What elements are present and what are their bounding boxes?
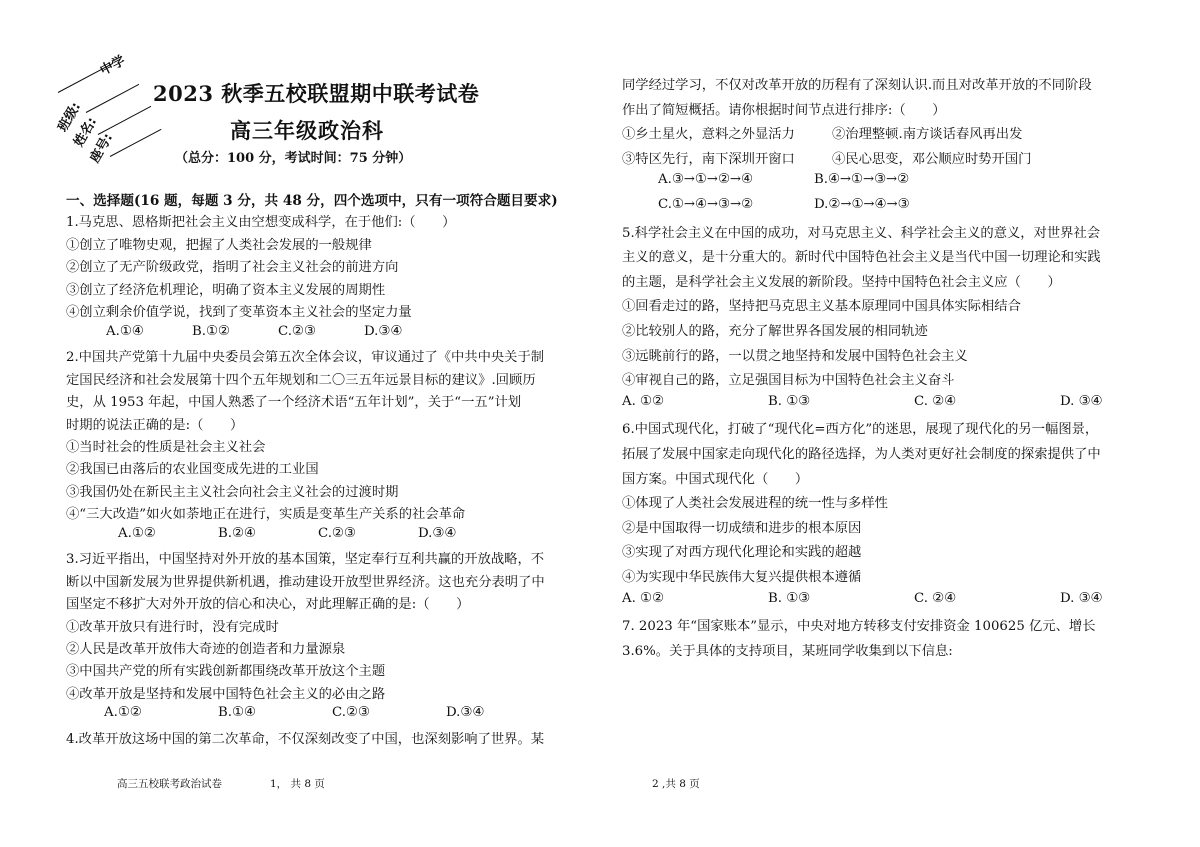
statement: ③特区先行，南下深圳开窗口 (622, 151, 795, 167)
exam-subtitle: 高三年级政治科 (230, 118, 384, 143)
question-line: 7. 2023 年“国家账本”显示，中央对地方转移支付安排资金 100625 亿元、增长 (622, 619, 1096, 635)
question-line: ④创立剩余价值学说，找到了变革资本主义社会的坚定力量 (66, 305, 412, 321)
question-line: 时期的说法正确的是:（ ） (66, 417, 244, 433)
question-line: ④审视自己的路，立足强国目标为中国特色社会主义奋斗 (622, 373, 955, 389)
seat-line (110, 129, 162, 157)
statement-pair (622, 148, 1031, 167)
class-label: 班级: (55, 99, 85, 135)
question-line: ③创立了经济危机理论，明确了资本主义发展的周期性 (66, 282, 386, 298)
seat-label: 座号: (87, 130, 117, 166)
answer-option: A.①② (118, 525, 156, 541)
answer-option: C.①→④→③→② (658, 197, 754, 212)
answer-option: A.③→①→②→④ (658, 172, 753, 188)
answer-options (658, 172, 970, 187)
question-line: ②比较别人的路，充分了解世界各国发展的相同轨迹 (622, 324, 928, 339)
question-line: ①当时社会的性质是社会主义社会 (66, 439, 266, 455)
statement: ②治理整顿.南方谈话春风再出发 (832, 127, 1023, 143)
answer-option: A.①④ (106, 323, 144, 339)
name-line (98, 106, 151, 135)
question-line: 拓展了发展中国家走向现代化的路径选择，为人类对更好社会制度的探索提供了中 (622, 447, 1101, 462)
answer-option: D.③④ (418, 525, 457, 541)
question-line: 3.习近平指出，中国坚持对外开放的基本国策，坚定奉行互利共赢的开放战略，不 (66, 552, 545, 568)
statement: ④民心思变，邓公顺应时势开国门 (832, 151, 1032, 167)
answer-option: C. ②④ (914, 393, 956, 409)
answer-option: C.②③ (318, 525, 356, 541)
answer-options (106, 324, 450, 339)
answer-option: C.②③ (278, 323, 316, 339)
question-line: ④为实现中华民族伟大复兴提供根本遵循 (622, 570, 862, 585)
question-line: ④“三大改造”如火如荼地正在进行，实质是变革生产关系的社会革命 (66, 507, 466, 523)
question-line: 2.中国共产党第十九届中央委员会第五次全体会议，审议通过了《中共中央关于制 (66, 350, 545, 366)
question-line: 1.马克思、恩格斯把社会主义由空想变成科学，在于他们:（ ） (66, 215, 456, 231)
answer-options (658, 197, 970, 212)
answer-option: B.④→①→③→② (814, 172, 910, 188)
question-line: 5.科学社会主义在中国的成功，对马克思主义、科学社会主义的意义，对世界社会 (622, 225, 1101, 241)
answer-option: D.②→①→④→③ (814, 197, 910, 212)
answer-option: B.②④ (218, 525, 256, 541)
question-line: 3.6%。关于具体的支持项目，某班同学收集到以下信息: (622, 643, 953, 659)
question-line: 4.改革开放这场中国的第二次革命，不仅深刻改变了中国，也深刻影响了世界。某 (66, 731, 545, 747)
class-line (86, 84, 139, 113)
exam-title: 2023 秋季五校联盟期中联考试卷 (153, 81, 480, 106)
question-line: 国坚定不移扩大对外开放的信心和决心，对此理解正确的是:（ ） (66, 597, 470, 613)
question-line: 主义的意义，是十分重大的。新时代中国特色社会主义是当代中国一切理论和实践 (622, 250, 1101, 266)
answer-option: D.③④ (364, 323, 403, 339)
question-line: 断以中国新发展为世界提供新机遇，推动建设开放型世界经济。这也充分表明了中 (66, 574, 545, 590)
question-line: ①体现了人类社会发展进程的统一性与多样性 (622, 496, 888, 512)
question-line: ③中国共产党的所有实践创新都围绕改革开放这个主题 (66, 664, 386, 680)
answer-option: B. ①③ (768, 590, 811, 606)
question-line: ③实现了对西方现代化理论和实践的超越 (622, 545, 862, 561)
answer-option: A. ①② (622, 590, 664, 606)
right-page (600, 0, 1200, 847)
footer-left-name: 高三五校联考政治试卷 (117, 778, 222, 790)
question-line: ②是中国取得一切成绩和进步的根本原因 (622, 520, 862, 536)
question-line: ①回看走过的路，坚持把马克思主义基本原理同中国具体实际相结合 (622, 299, 1021, 315)
answer-option: D. ③④ (1060, 590, 1103, 606)
section-heading: 一、选择题(16 题，每题 3 分，共 48 分，四个选项中，只有一项符合题目要求) (66, 193, 558, 209)
answer-options (104, 705, 560, 720)
question-line: ③远眺前行的路，一以贯之地坚持和发展中国特色社会主义 (622, 348, 968, 364)
exam-info: （总分：100 分，考试时间：75 分钟） (175, 151, 412, 166)
answer-options (622, 591, 1200, 606)
footer-left-page: 1， 共 8 页 (270, 778, 325, 790)
question-line: ④改革开放是坚持和发展中国特色社会主义的必由之路 (66, 686, 386, 702)
name-label: 姓名: (71, 114, 101, 150)
answer-option: B.①② (192, 323, 230, 339)
question-line: 史，从 1953 年起，中国人熟悉了一个经济术语“五年计划”，关于“一五”计划 (66, 395, 522, 411)
question-line: ②人民是改革开放伟大奇迹的创造者和力量源泉 (66, 642, 346, 657)
question-line: ③我国仍处在新民主主义社会向社会主义社会的过渡时期 (66, 484, 399, 500)
question-line: 作出了简短概括。请你根据时间节点进行排序:（ ） (622, 102, 946, 118)
answer-option: C.②③ (332, 705, 370, 721)
answer-option: B. ①③ (768, 393, 811, 409)
answer-option: A. ①② (622, 393, 664, 409)
statement-pair (622, 123, 1022, 142)
statement: ①乡土星火，意料之外显活力 (622, 127, 795, 143)
answer-option: D. ③④ (1060, 393, 1103, 409)
question-line: 的主题，是科学社会主义发展的新阶段。坚持中国特色社会主义应（ ） (622, 274, 1061, 290)
question-line: ②我国已由落后的农业国变成先进的工业国 (66, 462, 319, 478)
answer-option: C. ②④ (914, 590, 956, 606)
question-line: 国方案。中国式现代化（ ） (622, 471, 809, 487)
answer-option: B.①④ (218, 705, 256, 721)
answer-options (622, 394, 1200, 409)
answer-option: D.③④ (446, 705, 485, 721)
school-label: 中学 (97, 53, 128, 79)
footer-right-page: 2 ,共 8 页 (652, 778, 700, 790)
question-line: ②创立了无产阶级政党，指明了社会主义社会的前进方向 (66, 260, 399, 276)
question-line: 定国民经济和社会发展第十四个五年规划和二〇三五年远景目标的建议》.回顾历 (66, 372, 536, 388)
answer-option: A.①② (104, 705, 142, 721)
question-line: ①创立了唯物史观，把握了人类社会发展的一般规律 (66, 237, 372, 253)
question-line: 同学经过学习，不仅对改革开放的历程有了深刻认识.而且对改革开放的不同阶段 (622, 78, 1092, 93)
question-line: ①改革开放只有进行时，没有完成时 (66, 619, 279, 635)
question-line: 6.中国式现代化，打破了“现代化=西方化”的迷思，展现了现代化的另一幅图景， (622, 422, 1099, 438)
answer-options (118, 526, 518, 541)
